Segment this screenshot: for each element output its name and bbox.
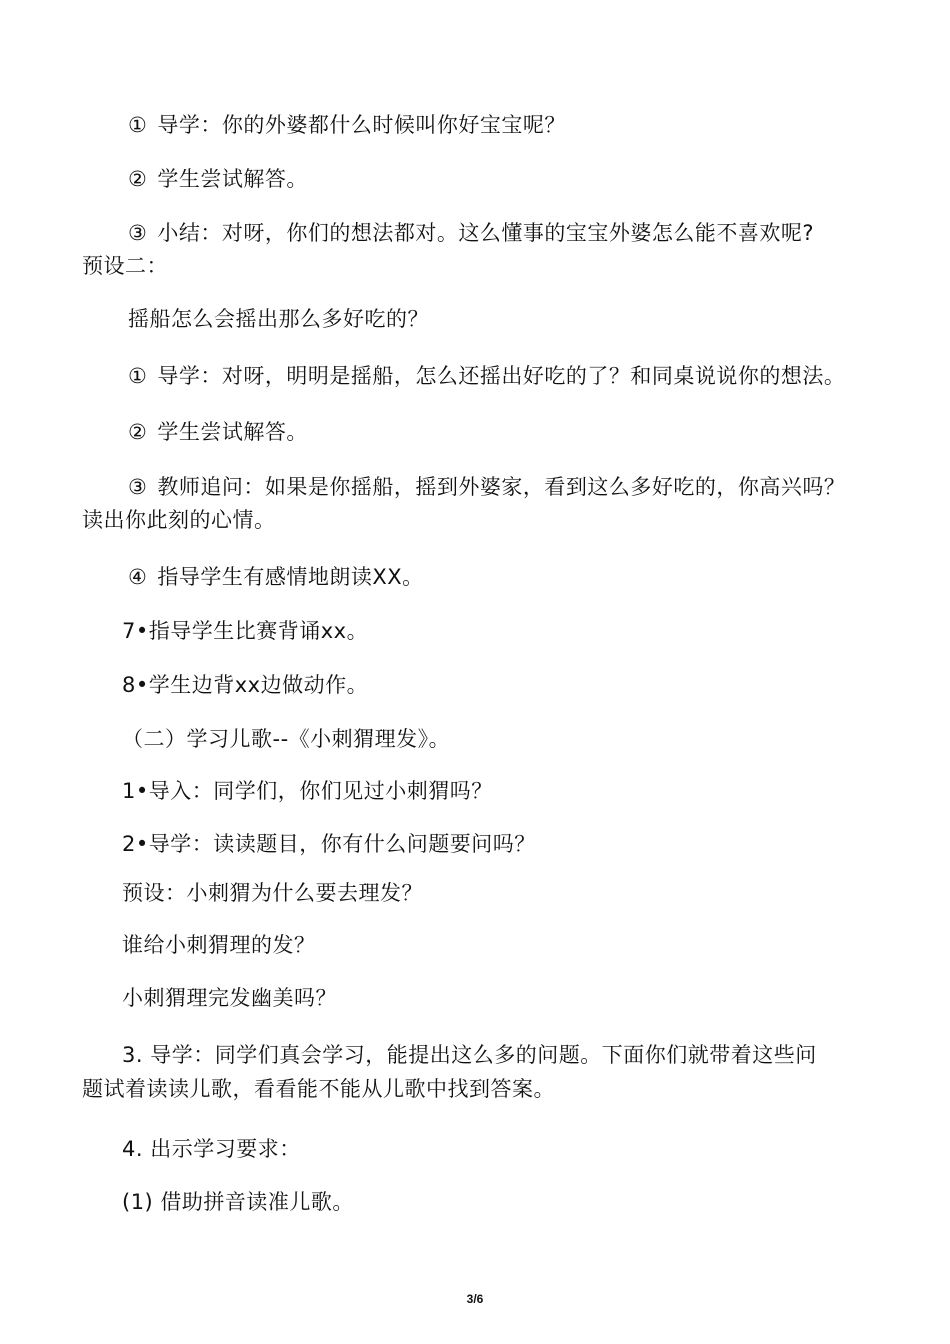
- line-text: 谁给小刺猬理的发？: [122, 933, 316, 957]
- line-text: 指导学生有感情地朗读XX。: [157, 565, 424, 589]
- line-text: （二）学习儿歌--《小刺猬理发》。: [122, 727, 451, 751]
- line-text: 预设二：: [82, 254, 168, 278]
- line-text: (1) 借助拼音读准儿歌。: [122, 1190, 354, 1214]
- list-marker: ①: [128, 113, 148, 137]
- line-text: 学生尝试解答。: [157, 167, 308, 191]
- line-text: 导学：对呀，明明是摇船，怎么还摇出好吃的了？和同桌说说你的想法。: [157, 364, 846, 388]
- line-text: 导学：你的外婆都什么时候叫你好宝宝呢？: [157, 113, 566, 137]
- list-marker: ②: [128, 420, 148, 444]
- text-line: [128, 363, 845, 389]
- text-line: [128, 306, 429, 332]
- text-line: [122, 778, 493, 804]
- text-line: [128, 474, 845, 500]
- text-line: [122, 1042, 817, 1068]
- text-line: [122, 618, 368, 644]
- line-text: 7•指导学生比赛背诵xx。: [122, 619, 369, 643]
- list-marker: ④: [128, 565, 148, 589]
- list-marker: ③: [128, 475, 148, 499]
- line-text: 学生尝试解答。: [157, 420, 308, 444]
- text-line: [82, 507, 276, 533]
- list-marker: ②: [128, 167, 148, 191]
- line-text: 8•学生边背xx边做动作。: [122, 673, 369, 697]
- text-line: [128, 419, 308, 445]
- line-text: 1•导入：同学们，你们见过小刺猬吗？: [122, 779, 493, 803]
- text-line: [122, 1189, 354, 1215]
- line-text: 小刺猬理完发幽美吗？: [122, 986, 337, 1010]
- line-text: 教师追问：如果是你摇船，摇到外婆家，看到这么多好吃的，你高兴吗？: [157, 475, 846, 499]
- list-marker: ①: [128, 364, 148, 388]
- text-line: [122, 672, 368, 698]
- page-number: 3/6: [466, 1292, 484, 1306]
- text-line: [122, 831, 536, 857]
- line-text: 3. 导学：同学们真会学习，能提出这么多的问题。下面你们就带着这些问: [122, 1043, 817, 1067]
- text-line: [128, 166, 308, 192]
- line-text: 题试着读读儿歌，看看能不能从儿歌中找到答案。: [82, 1077, 555, 1101]
- text-line: [122, 880, 423, 906]
- text-line: [122, 1136, 301, 1162]
- text-line: [128, 112, 566, 138]
- line-text: 读出你此刻的心情。: [82, 508, 276, 532]
- line-text: 小结：对呀，你们的想法都对。这么懂事的宝宝外婆怎么能不喜欢呢?: [157, 221, 814, 245]
- text-line: [128, 564, 424, 590]
- line-text: 摇船怎么会摇出那么多好吃的？: [128, 307, 429, 331]
- text-line: [82, 1076, 555, 1102]
- line-text: 预设：小刺猬为什么要去理发？: [122, 881, 423, 905]
- section-heading: [122, 726, 450, 752]
- line-text: 4. 出示学习要求：: [122, 1137, 301, 1161]
- text-line: [122, 985, 337, 1011]
- text-line: [128, 220, 814, 246]
- text-line: [82, 253, 168, 279]
- line-text: 2•导学：读读题目，你有什么问题要问吗？: [122, 832, 536, 856]
- text-line: [122, 932, 316, 958]
- list-marker: ③: [128, 221, 148, 245]
